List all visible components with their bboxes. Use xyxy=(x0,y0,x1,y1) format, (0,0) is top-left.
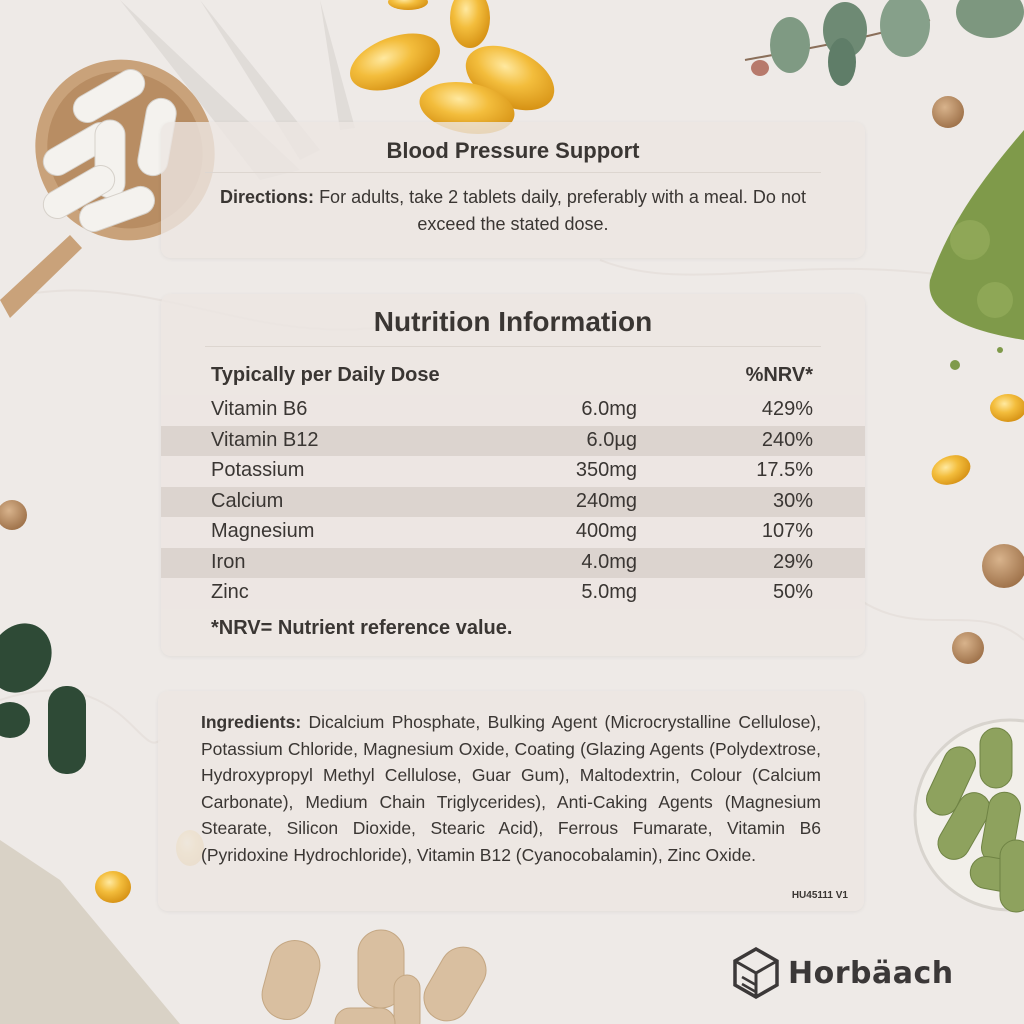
nutrient-amount: 6.0µg xyxy=(586,428,637,451)
divider xyxy=(205,346,821,347)
table-row xyxy=(161,395,865,426)
nutrient-name: Zinc xyxy=(211,581,249,603)
nutrition-title: Nutrition Information xyxy=(373,306,653,337)
nutrient-name: Potassium xyxy=(211,459,305,481)
header-daily-dose: Typically per Daily Dose xyxy=(211,364,440,386)
ingredients-text xyxy=(201,709,821,868)
nutrient-amount: 350mg xyxy=(575,459,637,481)
directions-text xyxy=(217,184,809,238)
table-row xyxy=(161,517,865,548)
nutrition-panel xyxy=(161,294,865,656)
nutrient-amount: 400mg xyxy=(575,520,637,542)
nutrient-nrv: 30% xyxy=(772,489,813,512)
nrv-footnote: *NRV= Nutrient reference value. xyxy=(211,617,513,639)
nutrient-nrv: 240% xyxy=(761,428,813,451)
nutrient-nrv: 107% xyxy=(761,520,813,542)
directions-body: For adults, take 2 tablets daily, preferably with a meal. Do not exceed the stated dose. xyxy=(314,187,806,234)
ingredients-label: Ingredients: xyxy=(201,712,302,732)
ingredients-panel xyxy=(158,691,864,911)
ingredients-body: Dicalcium Phosphate, Bulking Agent (Microcrystalline Cellulose), Potassium Chloride, Magnesium Oxide, Coating (Glazing Agents (Polydextrose, Hydroxypropyl Methyl Cellulose, Guar Gum), Maltodextrin, Colour (Calcium Carbonate), Medium Chain Triglycerides), Anti-Caking Agents (Magnesium Stearate, Silicon Dioxide, Stearic Acid), Ferrous Fumarate, Vitamin B6 (Pyridoxine Hydrochloride), Vitamin B12 (Cyanocobalamin), Zinc Oxide. xyxy=(201,712,821,865)
header-nrv: %NRV* xyxy=(745,364,813,386)
nutrient-name: Iron xyxy=(211,550,246,573)
nutrient-name: Calcium xyxy=(211,489,284,512)
brand-name: Horbäach xyxy=(788,956,954,991)
nutrient-nrv: 429% xyxy=(761,398,813,420)
directions-label: Directions: xyxy=(220,187,315,207)
nutrient-nrv: 50% xyxy=(772,581,813,603)
nutrient-amount: 240mg xyxy=(575,489,637,512)
nutrient-amount: 6.0mg xyxy=(581,398,637,420)
divider xyxy=(205,172,821,173)
nutrient-nrv: 29% xyxy=(772,550,813,573)
table-row xyxy=(161,548,865,579)
nutrient-amount: 5.0mg xyxy=(581,581,637,603)
product-title: Blood Pressure Support xyxy=(386,138,640,163)
directions-panel xyxy=(161,122,865,258)
table-row xyxy=(161,426,865,457)
table-row xyxy=(161,578,865,609)
table-row xyxy=(161,456,865,487)
nutrient-name: Magnesium xyxy=(211,520,315,542)
nutrition-header-row xyxy=(161,361,865,389)
nutrient-amount: 4.0mg xyxy=(581,550,637,573)
brand-logo xyxy=(732,947,1002,999)
nutrition-table xyxy=(161,395,865,609)
product-code: HU45111 V1 xyxy=(791,890,848,901)
table-row xyxy=(161,487,865,518)
nutrient-name: Vitamin B12 xyxy=(211,428,319,451)
hexagon-cube-logo-icon xyxy=(732,947,780,999)
nutrient-nrv: 17.5% xyxy=(756,459,813,481)
nutrient-name: Vitamin B6 xyxy=(211,398,308,420)
